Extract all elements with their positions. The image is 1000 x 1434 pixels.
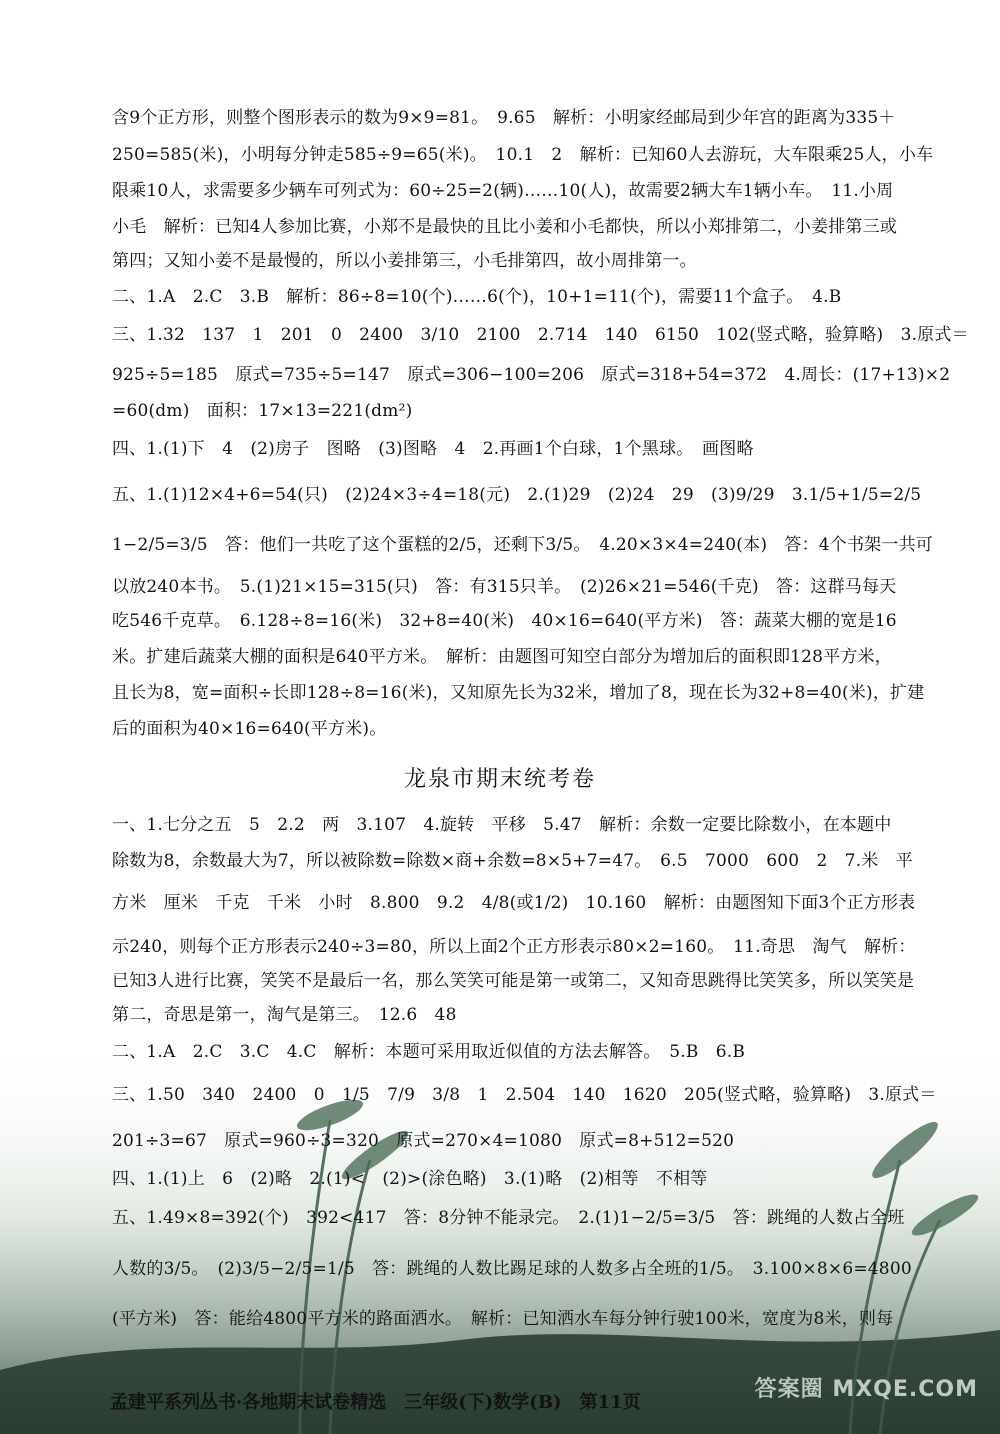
text-line: 二、1.A 2.C 3.C 4.C 解析：本题可采用取近似值的方法去解答。 5.B 6.B (112, 1042, 746, 1062)
page-footer: 孟建平系列丛书·各地期末试卷精选 三年级(下)数学(B) 第11页 (110, 1392, 641, 1413)
text-line: 三、1.32 137 1 201 0 2400 3/10 2100 2.714 140 6150 102(竖式略，验算略) 3.原式＝ (112, 325, 969, 345)
text-line: 1−2/5=3/5 答：他们一共吃了这个蛋糕的2/5，还剩下3/5。 4.20×3×4=240(本) 答：4个书架一共可 (112, 535, 933, 555)
text-line: 方米 厘米 千克 千米 小时 8.800 9.2 4/8(或1/2) 10.160 解析：由题图知下面3个正方形表 (112, 893, 916, 913)
section-title: 龙泉市期末统考卷 (403, 767, 596, 792)
text-line: 吃546千克草。 6.128÷8=16(米) 32+8=40(米) 40×16=640(平方米) 答：蔬菜大棚的宽是16 (112, 611, 897, 631)
text-line: 第四；又知小姜不是最慢的，所以小姜排第三，小毛排第四，故小周排第一。 (112, 251, 697, 271)
text-line: 四、1.(1)下 4 (2)房子 图略 (3)图略 4 2.再画1个白球，1个黑球。 画图略 (112, 439, 754, 459)
text-line: 小毛 解析：已知4人参加比赛，小郑不是最快的且比小姜和小毛都快，所以小郑排第二，小姜排第三或 (112, 217, 898, 237)
text-line: (平方米) 答：能给4800平方米的路面洒水。 解析：已知洒水车每分钟行驶100米，宽度为8米，则每 (112, 1309, 894, 1329)
text-line: 且长为8，宽=面积÷长即128÷8=16(米)，又知原先长为32米，增加了8，现在长为32+8=40(米)，扩建 (112, 683, 925, 703)
text-line: 五、1.49×8=392(个) 392<417 答：8分钟不能录完。 2.(1)1−2/5=3/5 答：跳绳的人数占全班 (112, 1208, 905, 1228)
text-line: 一、1.七分之五 5 2.2 两 3.107 4.旋转 平移 5.47 解析：余数一定要比除数小，在本题中 (112, 815, 892, 835)
text-line: 四、1.(1)上 6 (2)略 2.(1)< (2)>(涂色略) 3.(1)略 (2)相等 不相等 (112, 1169, 708, 1189)
text-line: 201÷3=67 原式=960÷3=320 原式=270×4=1080 原式=8+512=520 (112, 1131, 735, 1151)
text-line: 以放240本书。 5.(1)21×15=315(只) 答：有315只羊。 (2)26×21=546(千克) 答：这群马每天 (112, 577, 897, 597)
text-line: 后的面积为40×16=640(平方米)。 (112, 719, 387, 739)
text-line: 925÷5=185 原式=735÷5=147 原式=306−100=206 原式=318+54=372 4.周长：(17+13)×2 (112, 365, 951, 385)
text-line: 250=585(米)，小明每分钟走585÷9=65(米)。 10.1 2 解析：已知60人去游玩，大车限乘25人，小车 (112, 145, 934, 165)
text-line: 二、1.A 2.C 3.B 解析：86÷8=10(个)……6(个)，10+1=11(个)，需要11个盒子。 4.B (112, 287, 842, 307)
text-line: 示240，则每个正方形表示240÷3=80，所以上面2个正方形表示80×2=160。 11.奇思 淘气 解析： (112, 937, 916, 957)
text-line: 三、1.50 340 2400 0 1/5 7/9 3/8 1 2.504 140 1620 205(竖式略，验算略) 3.原式＝ (112, 1085, 937, 1105)
text-line: 第二，奇思是第一，淘气是第三。 12.6 48 (112, 1005, 457, 1025)
text-line: 五、1.(1)12×4+6=54(只) (2)24×3÷4=18(元) 2.(1)29 (2)24 29 (3)9/29 3.1/5+1/5=2/5 (112, 485, 922, 505)
text-line: 限乘10人，求需要多少辆车可列式为：60÷25=2(辆)……10(人)，故需要2辆大车1辆小车。 11.小周 (112, 181, 894, 201)
text-line: 已知3人进行比赛，笑笑不是最后一名，那么笑笑可能是第一或第二，又知奇思跳得比笑笑多，所以笑笑是 (112, 971, 915, 991)
text-line: 米。扩建后蔬菜大棚的面积是640平方米。 解析：由题图可知空白部分为增加后的面积即128平方米， (112, 647, 892, 667)
text-line: 含9个正方形，则整个图形表示的数为9×9=81。 9.65 解析：小明家经邮局到少年宫的距离为335＋ (112, 108, 896, 128)
watermark-logo: 答案圈 MXQE.COM (754, 1377, 978, 1402)
text-line: 除数为8，余数最大为7，所以被除数=除数×商+余数=8×5+7=47。 6.5 7000 600 2 7.米 平 (112, 851, 913, 871)
text-line: =60(dm) 面积：17×13=221(dm²) (112, 401, 413, 421)
text-line: 人数的3/5。 (2)3/5−2/5=1/5 答：跳绳的人数比踢足球的人数多占全班的1/5。 3.100×8×6=4800 (112, 1259, 912, 1279)
